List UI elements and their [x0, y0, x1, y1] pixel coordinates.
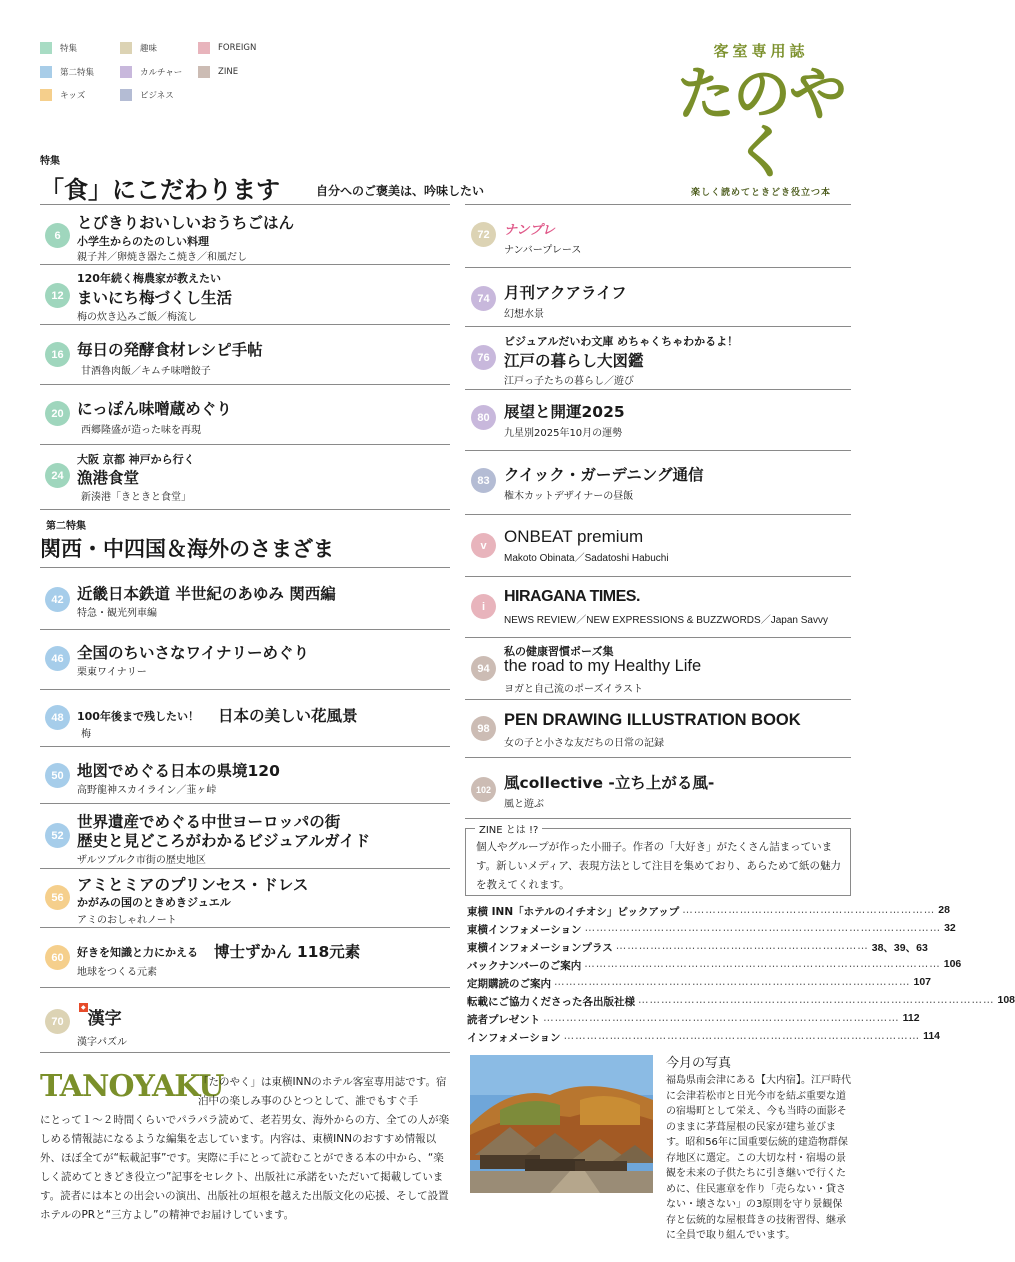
toc-row[interactable]: インフォメーション ………………………………………………………………………………… 114: [467, 1030, 941, 1044]
hiragana-times-logo: HIRAGANA TIMES.: [504, 588, 640, 605]
page-badge: 52: [45, 823, 70, 848]
divider: [40, 868, 450, 869]
page-badge: 6: [45, 223, 70, 248]
entry-note: 幻想水景: [504, 309, 544, 320]
entry-pretitle: 私の健康習慣ポーズ集: [504, 645, 614, 658]
entry-title: 展望と開運2025: [504, 403, 625, 421]
zine-text: 個人やグループが作った小冊子。作者の「大好き」がたくさん詰まっています。新しいメディア、表現方法として注目を集めており、あらためて紙の魅力を教えてくれます。: [476, 841, 841, 891]
entry-note: 親子丼／卵焼き器たこ焼き／和風だし: [77, 252, 247, 263]
entry-note: 地球をつくる元素: [77, 967, 157, 978]
leader-dots: …………………………………………………………………………………: [554, 976, 911, 988]
entry-note: 風と遊ぶ: [504, 799, 544, 810]
entry-title-line2: 歴史と見どころがわかるビジュアルガイド: [77, 832, 371, 850]
divider: [40, 629, 450, 630]
legend-swatch: [120, 89, 132, 101]
legend-item: FOREIGN: [198, 42, 256, 54]
second-feature-title: 関西・中四国＆海外のさまざま: [40, 537, 334, 561]
entry-title: 日本の美しい花風景: [218, 707, 358, 725]
kanji-puzzle-logo: ◆漢字: [81, 1004, 122, 1029]
divider: [40, 384, 450, 385]
divider: [465, 204, 851, 205]
leader-dots: …………………………………………………………: [615, 940, 869, 952]
legend-swatch: [120, 66, 132, 78]
second-feature-label: 第二特集: [46, 521, 86, 532]
entry-subtitle: 小学生からのたのしい料理: [77, 235, 209, 248]
divider: [40, 803, 450, 804]
entry-pretitle: 100年後まで残したい！: [77, 710, 199, 723]
entry-title: クイック・ガーデニング通信: [504, 466, 704, 484]
entry-note: 九星別2025年10月の運勢: [504, 428, 623, 439]
entry-title: まいにち梅づくし生活: [77, 289, 233, 307]
divider: [40, 987, 450, 988]
divider: [465, 514, 851, 515]
entry-title: アミとミアのプリンセス・ドレス: [77, 876, 309, 894]
entry-pretitle: 好きを知識と力にかえる: [77, 946, 198, 959]
entry-title: 江戸の暮らし大図鑑: [504, 352, 644, 370]
page-badge: 42: [45, 587, 70, 612]
page-badge: 72: [471, 222, 496, 247]
page-badge: 98: [471, 716, 496, 741]
logo-title: たのやく: [676, 60, 845, 186]
entry-note: 江戸っ子たちの暮らし／遊び: [504, 376, 634, 387]
page-badge: 76: [471, 345, 496, 370]
entry-subtitle: かがみの国のときめきジュエル: [77, 896, 231, 909]
legend-swatch: [40, 66, 52, 78]
logo-tag-icon: ◆: [81, 1004, 86, 1011]
entry-pretitle: 大阪 京都 神戸から行く: [77, 453, 195, 466]
leader-dots: …………………………………………………………………………………: [563, 1030, 921, 1042]
toc-row[interactable]: 東横インフォメーション ………………………………………………………………………………… 32: [467, 922, 956, 936]
entry-note: 権木カットデザイナーの昼飯: [504, 491, 634, 502]
intro-text: にとって１～２時間くらいでパラパラ読めて、老若男女、海外からの方、全ての人が楽しめる情報誌になるような編集を志しています。内容は、東横INNのおすすめ情報以外、ほぼ全てが“転載記事”です。実際に手にとって読むことができる本の中から、“楽しく読めてときどき役立つ”記事をセレクト、出版社に承諾をいただいて掲載しています。読者には本との出会いの演出、出版社の垣根を越えた出版文化の応援、そして設置ホテルのPRと“三方よし”の精神でお届けしています。: [40, 1114, 450, 1221]
nampure-logo: ナンプレ: [504, 223, 555, 238]
feature-subtitle: 自分へのご褒美は、吟味したい: [316, 184, 485, 198]
entry-note: 漢字パズル: [77, 1037, 127, 1048]
entry-title: 世界遺産でめぐる中世ヨーロッパの街: [77, 813, 341, 831]
entry-pretitle: ビジュアルだいわ文庫 めちゃくちゃわかるよ！: [504, 335, 739, 348]
page-badge: v: [471, 533, 496, 558]
entry-note: Makoto Obinata／Sadatoshi Habuchi: [504, 553, 669, 564]
entry-title: PEN DRAWING ILLUSTRATION BOOK: [504, 711, 801, 729]
entry-note: 高野龍神スカイライン／韮ヶ峠: [77, 785, 217, 796]
toc-row[interactable]: 転載にご協力くださった各出版社様 ………………………………………………………………………………… 108: [467, 994, 1015, 1008]
entry-title: 風collective -立ち上がる風-: [504, 774, 715, 792]
zine-title: ZINE とは !?: [475, 821, 542, 836]
entry-note: 梅の炊き込みご飯／梅流し: [77, 312, 197, 323]
entry-pretitle: 120年続く梅農家が教えたい: [77, 272, 221, 285]
entry-title: にっぽん味噌蔵めぐり: [77, 400, 232, 418]
legend-swatch: [198, 66, 210, 78]
entry-title: ONBEAT premium: [504, 527, 644, 546]
entry-title: 月刊アクアライフ: [504, 284, 627, 302]
entry-title: 漁港食堂: [77, 469, 140, 487]
leader-dots: …………………………………………………………………………………: [584, 922, 942, 934]
divider: [40, 567, 450, 568]
entry-note: 甘酒魯肉飯／キムチ味噌餃子: [81, 366, 211, 377]
toc-row[interactable]: 東横 INN「ホテルのイチオシ」ピックアップ ………………………………………………………… 28: [467, 904, 950, 918]
divider: [465, 699, 851, 700]
legend-swatch: [198, 42, 210, 54]
entry-note: 特急・観光列車編: [77, 608, 157, 619]
entry-note: ザルツブルク市街の歴史地区: [77, 855, 206, 866]
divider: [40, 204, 450, 205]
page-badge: 60: [45, 945, 70, 970]
legend-item: 特集: [40, 42, 77, 54]
toc-row[interactable]: 定期購読のご案内 ………………………………………………………………………………… 107: [467, 976, 932, 990]
page-badge: 46: [45, 646, 70, 671]
entry-note: 栗東ワイナリー: [77, 667, 147, 678]
legend-item: 趣味: [120, 42, 157, 54]
page-badge: 74: [471, 286, 496, 311]
magazine-logo: [671, 40, 851, 198]
divider: [40, 689, 450, 690]
legend-swatch: [120, 42, 132, 54]
page-badge: 50: [45, 763, 70, 788]
entry-note: 西郷隆盛が造った味を再現: [81, 425, 201, 436]
leader-dots: …………………………………………………………………………………: [584, 958, 941, 970]
page-badge: 94: [471, 656, 496, 681]
leader-dots: …………………………………………………………: [682, 904, 936, 916]
divider: [40, 324, 450, 325]
divider: [465, 450, 851, 451]
feature-label: 特集: [40, 156, 60, 167]
page-badge: 83: [471, 468, 496, 493]
page-badge: 12: [45, 283, 70, 308]
entry-note: 女の子と小さな友だちの日常の記録: [504, 738, 664, 749]
divider: [40, 1052, 450, 1053]
page-badge: 20: [45, 401, 70, 426]
page-badge: 16: [45, 342, 70, 367]
entry-title: 地図でめぐる日本の県境120: [77, 762, 280, 780]
entry-note: NEWS REVIEW／NEW EXPRESSIONS & BUZZWORDS／Japan Savvy: [504, 615, 828, 626]
legend-swatch: [40, 42, 52, 54]
divider: [40, 444, 450, 445]
village-photo-illustration: [470, 1055, 653, 1193]
divider: [40, 746, 450, 747]
page-badge: 48: [45, 705, 70, 730]
legend-item: 第二特集: [40, 66, 94, 78]
legend-swatch: [40, 89, 52, 101]
monthly-photo: [470, 1055, 653, 1193]
page-badge: 24: [45, 463, 70, 488]
divider: [465, 267, 851, 268]
photo-caption: 福島県南会津にある【大内宿】。江戸時代に会津若松市と日光今市を結ぶ重要な道の宿場町として栄え、今も当時の面影そのままに茅葺屋根の民家が建ち並びます。昭和56年に国重要伝統的建造物群保存地区に選定。この大切な村・宿場の景観を未来の子供たちに引き継いで行くために、住民憲章を作り「売らない・貸さない・壊さない」の3原則を守り景観保存と伝統的な屋根葺きの技術習得、継承に全員で取り組んでいます。: [666, 1075, 851, 1241]
divider: [465, 576, 851, 577]
legend-item: ビジネス: [120, 89, 174, 101]
toc-row[interactable]: 東横インフォメーションプラス ………………………………………………………… 38、39、63: [467, 940, 928, 954]
entry-title: the road to my Healthy Life: [504, 657, 702, 675]
leader-dots: …………………………………………………………………………………: [638, 994, 995, 1006]
legend-item: キッズ: [40, 89, 85, 101]
entry-note: ナンバープレース: [504, 245, 582, 256]
entry-note: ヨガと自己流のポーズイラスト: [504, 684, 643, 695]
page-badge: 56: [45, 885, 70, 910]
page-badge: 70: [45, 1009, 70, 1034]
divider: [465, 757, 851, 758]
entry-title: とびきりおいしいおうちごはん: [77, 214, 295, 232]
entry-note: 新湊港「きときと食堂」: [81, 492, 191, 503]
toc-row[interactable]: 読者プレゼント ………………………………………………………………………………… 112: [467, 1012, 920, 1026]
entry-title: 近畿日本鉄道 半世紀のあゆみ 関西編: [77, 585, 336, 603]
entry-title: 毎日の発酵食材レシピ手帖: [77, 341, 263, 359]
legend-item: カルチャー: [120, 66, 182, 78]
page-badge: 80: [471, 405, 496, 430]
legend-item: ZINE: [198, 66, 238, 78]
feature-title: 「食」にこだわります: [40, 176, 280, 204]
intro-text-first: 「たのやく」は東横INNのホテル客室専用誌です。宿泊中の楽しみ事のひとつとして、誰でもすぐ手: [198, 1076, 447, 1107]
entry-note: アミのおしゃれノート: [77, 915, 177, 926]
tanoyaku-logo: TANOYAKU: [40, 1069, 224, 1104]
divider: [465, 389, 851, 390]
divider: [40, 509, 450, 510]
toc-row[interactable]: バックナンバーのご案内 ………………………………………………………………………………… 106: [467, 958, 962, 972]
divider: [465, 326, 851, 327]
divider: [465, 637, 851, 638]
entry-note: 梅: [81, 729, 91, 740]
logo-tagline: 楽しく読めてときどき役立つ本: [690, 188, 831, 198]
entry-title: 博士ずかん 118元素: [214, 943, 361, 961]
logo-subtitle: 客室専用誌: [713, 42, 809, 60]
page-badge: 102: [471, 777, 496, 802]
divider: [40, 264, 450, 265]
divider: [40, 927, 450, 928]
photo-title: 今月の写真: [666, 1056, 732, 1071]
leader-dots: …………………………………………………………………………………: [543, 1012, 900, 1024]
divider: [465, 818, 851, 819]
entry-title: 全国のちいさなワイナリーめぐり: [77, 644, 310, 662]
page-badge: i: [471, 594, 496, 619]
